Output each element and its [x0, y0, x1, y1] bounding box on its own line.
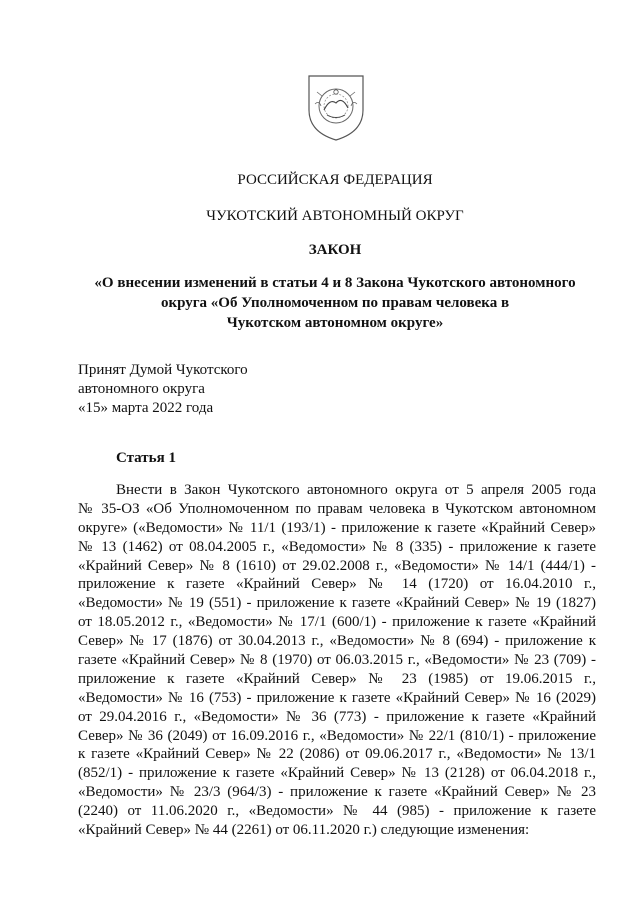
adoption-line: автономного округа	[78, 381, 205, 397]
body-line: «Крайний Север» № 8 (1610) от 29.02.2008 г., «Ведомости» № 14/1 (444/1) -	[78, 557, 596, 574]
coat-of-arms-icon	[303, 70, 369, 144]
body-line: газете «Крайний Север» № 8 (1970) от 06.03.2015 г., «Ведомости» № 23 (709) -	[78, 652, 596, 669]
law-title-line: Чукотском автономном округе»	[226, 315, 444, 331]
body-line: (2240) от 11.06.2020 г., «Ведомости» № 44 (985) - приложение к газете	[78, 803, 596, 820]
body-line: Север» № 17 (1876) от 30.04.2013 г., «Ведомости» № 8 (694) - приложение к	[78, 633, 596, 650]
law-title	[60, 273, 610, 333]
body-line: № 35-ОЗ «Об Уполномоченном по правам человека в Чукотском автономном	[78, 500, 596, 517]
region-heading: ЧУКОТСКИЙ АВТОНОМНЫЙ ОКРУГ	[206, 208, 464, 224]
law-title-line: округа «Об Уполномоченном по правам человека в	[160, 295, 510, 311]
body-line: приложение к газете «Крайний Север» № 23 (1985) от 19.06.2015 г.,	[78, 670, 596, 687]
body-line: «Ведомости» № 19 (551) - приложение к газете «Крайний Север» № 19 (1827)	[78, 595, 596, 612]
article-body	[78, 481, 596, 840]
body-line: «Ведомости» № 16 (753) - приложение к газете «Крайний Север» № 16 (2029)	[78, 689, 596, 706]
body-line: округе» («Ведомости» № 11/1 (193/1) - приложение к газете «Крайний Север»	[78, 519, 596, 536]
body-line: приложение к газете «Крайний Север» № 14 (1720) от 16.04.2010 г.,	[78, 576, 596, 593]
law-title-line: «О внесении изменений в статьи 4 и 8 Закона Чукотского автономного	[94, 275, 576, 291]
body-line: «Крайний Север» № 44 (2261) от 06.11.2020 г.) следующие изменения:	[78, 822, 530, 839]
adoption-info	[78, 361, 248, 418]
body-line: от 18.05.2012 г., «Ведомости» № 17/1 (600/1) - приложение к газете «Крайний	[78, 614, 596, 631]
body-line: Север» № 36 (2049) от 16.09.2016 г., «Ведомости» № 22/1 (810/1) - приложение	[78, 727, 596, 744]
adoption-line: Принят Думой Чукотского	[78, 362, 248, 378]
body-line: от 29.04.2016 г., «Ведомости» № 36 (773) - приложение к газете «Крайний	[78, 708, 596, 725]
body-line: Внести в Закон Чукотского автономного округа от 5 апреля 2005 года	[116, 482, 596, 498]
adoption-date: «15» марта 2022 года	[78, 400, 214, 416]
body-line: № 13 (1462) от 08.04.2005 г., «Ведомости» № 8 (335) - приложение к газете	[78, 538, 596, 555]
article-heading: Статья 1	[116, 450, 176, 466]
document-type-heading: ЗАКОН	[308, 242, 362, 258]
body-line: к газете «Крайний Север» № 22 (2086) от 09.06.2017 г., «Ведомости» № 13/1	[78, 746, 596, 763]
country-heading: РОССИЙСКАЯ ФЕДЕРАЦИЯ	[237, 172, 433, 188]
body-line: (852/1) - приложение к газете «Крайний Север» № 13 (2128) от 06.04.2018 г.,	[78, 765, 596, 782]
body-line: «Ведомости» № 23/3 (964/3) - приложение к газете «Крайний Север» № 23	[78, 784, 596, 801]
